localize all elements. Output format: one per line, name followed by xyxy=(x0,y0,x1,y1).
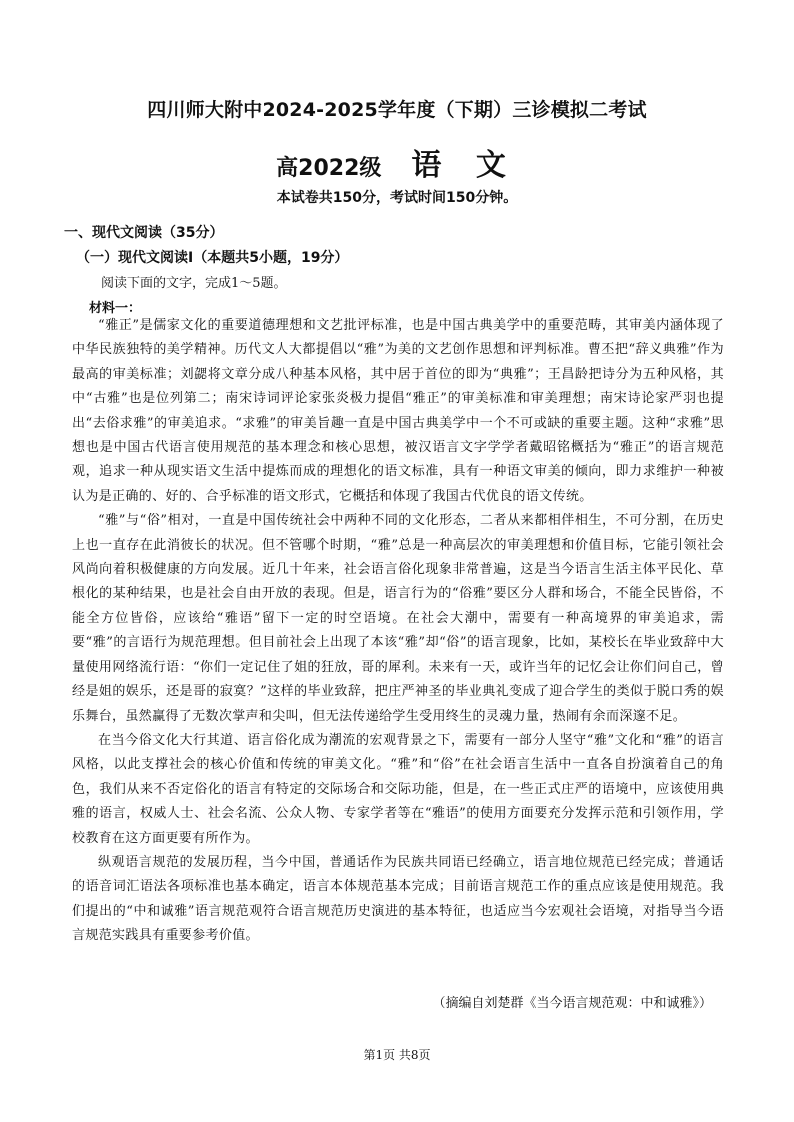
exam-title: 四川师大附中2024-2025学年度（下期）三诊模拟二考试 xyxy=(147,99,647,121)
passage-source: （摘编自刘楚群《当今语言规范观：中和诚雅》） xyxy=(432,996,712,1011)
page-footer: 第1页 共8页 xyxy=(363,1048,431,1062)
passage-paragraph: 在当今俗文化大行其道、语言俗化成为潮流的宏观背景之下，需要有一部分人坚守“雅”文化和“雅”的语言风格，以此支撑社会的核心价值和传统的审美文化。“雅”和“俗”在社会语言生活中一直各自扮演着自己的角色，我们从来不否定俗化的语言有特定的交际场合和交际功能，但是，在一些正式庄严的语境中，应该使用典雅的语言，权威人士、社会名流、公众人物、专家学者等在“雅语”的使用方面要充分发挥示范和引领作用，学校教育在这方面更要有所作为。 xyxy=(72,732,724,846)
subject-label: 语 文 xyxy=(411,148,518,183)
grade-subject-line xyxy=(0,140,794,184)
passage-paragraph: 纵观语言规范的发展历程，当今中国，普通话作为民族共同语已经确立，语言地位规范已经完成；普通话的语音词汇语法各项标准也基本确定，语言本体规范基本完成；目前语言规范工作的重点应该是使用规范。我们提出的“中和诚雅”语言规范观符合语言规范历史演进的基本特征，也适应当今宏观社会语境，对指导当今语言规范实践具有重要参考价值。 xyxy=(72,854,724,944)
passage-paragraph: “雅正”是儒家文化的重要道德理想和文艺批评标准，也是中国古典美学中的重要范畴，其审美内涵体现了中华民族独特的美学精神。历代文人大都提倡以“雅”为美的文艺创作思想和评判标准。曹丕把“辞义典雅”作为最高的审美标准；刘勰将文章分成八种基本风格，其中居于首位的即为“典雅”；王昌龄把诗分为五种风格，其中“古雅”也是位列第二；南宋诗词评论家张炎极力提倡“雅正”的审美标准和审美理想；南宋诗论家严羽也提出“去俗求雅”的审美追求。“求雅”的审美旨趣一直是中国古典美学中一个不可或缺的重要主题。这种“求雅”思想也是中国古代语言使用规范的基本理念和核心思想，被汉语言文字学学者戴昭铭概括为“雅正”的语言规范观，追求一种从现实语文生活中提炼而成的理想化的语文标准，具有一种语文审美的倾向，即力求维护一种被认为是正确的、好的、合乎标准的语文形式，它概括和体现了我国古代优良的语文传统。 xyxy=(72,318,724,504)
material-label: 材料一： xyxy=(89,301,142,316)
grade-label: 高2022级 xyxy=(276,156,382,181)
passage-paragraph: “雅”与“俗”相对，一直是中国传统社会中两种不同的文化形态，二者从来都相伴相生，不可分割，在历史上也一直存在此消彼长的状况。但不管哪个时期，“雅”总是一种高层次的审美理想和价值目标，它能引领社会风尚向着积极健康的方向发展。近几十年来，社会语言俗化现象非常普遍，这是当今语言生活主体平民化、草根化的某种结果，也是社会自由开放的表现。但是，语言行为的“俗雅”要区分人群和场合，不能全民皆俗，不能全方位皆俗，应该给“雅语”留下一定的时空语境。在社会大潮中，需要有一种高境界的审美追求，需要“雅”的言语行为规范理想。但目前社会上出现了本该“雅”却“俗”的语言现象，比如，某校长在毕业致辞中大量使用网络流行语：“你们一定记住了姐的狂放，哥的犀利。未来有一天，或许当年的记忆会让你们问自己，曾经是姐的娱乐，还是哥的寂寞？”这样的毕业致辞，把庄严神圣的毕业典礼变成了迎合学生的类似于脱口秀的娱乐舞台，虽然赢得了无数次掌声和尖叫，但无法传递给学生受用终生的灵魂力量，热闹有余而深邃不足。 xyxy=(72,513,724,724)
subsection-heading: （一）现代文阅读Ⅰ（本题共5小题，19分） xyxy=(76,250,349,266)
reading-instruction: 阅读下面的文字，完成1～5题。 xyxy=(101,276,287,291)
passage-body xyxy=(72,314,724,949)
section-heading: 一、现代文阅读（35分） xyxy=(64,225,224,241)
exam-info: 本试卷共150分，考试时间150分钟。 xyxy=(276,190,518,206)
